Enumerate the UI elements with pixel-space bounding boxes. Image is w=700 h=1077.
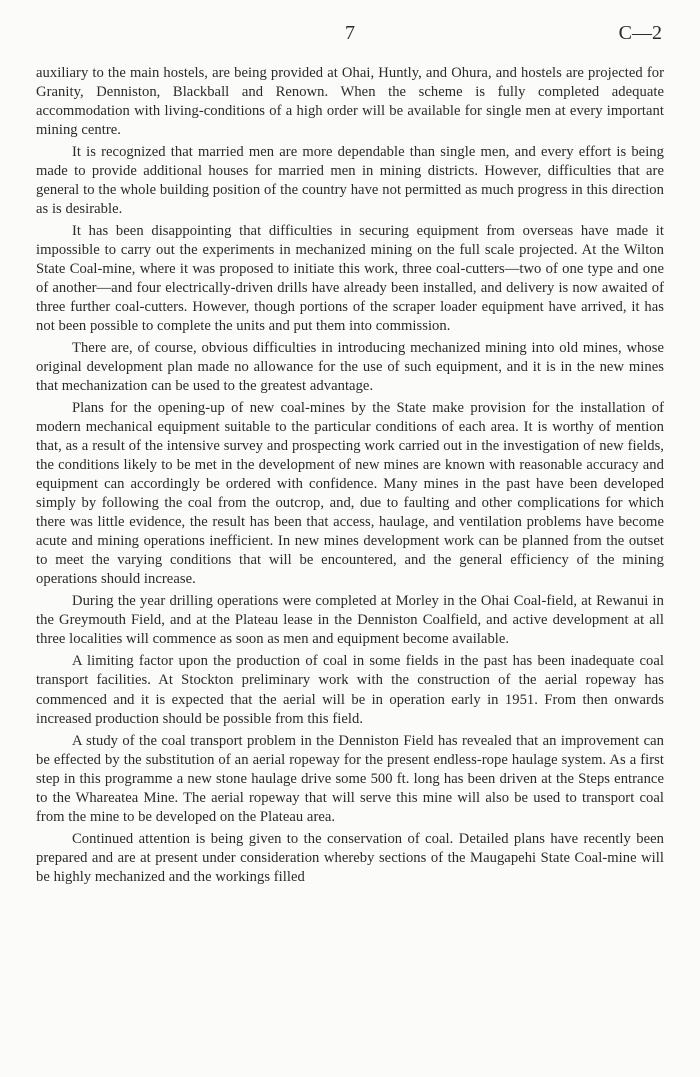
paragraph-new-coal-mines-plans: Plans for the opening-up of new coal-mines by the State make provision for the installation of modern mechanical equipment suitable to the particular conditions of each area. It is worthy of mention that, as a result of the intensive survey and prospecting work carried out in the investigation of new fields, the conditions likely to be met in the development of new mines are known with reasonable accuracy and equipment can accordingly be ordered with confidence. Many mines in the past have been developed simply by following the coal from the outcrop, and, due to faulting and other complications for which there was little evidence, the result has been that access, haulage, and ventilation problems have become acute and mining operations inefficient. In new mines development work can be planned from the outset to meet the varying conditions that will be encountered, and the general efficiency of the mining operations should increase. — [36, 400, 664, 588]
paragraph-hostels: auxiliary to the main hostels, are being provided at Ohai, Huntly, and Ohura, and hostels are projected for Granity, Denniston, Blackball and Renown. When the scheme is fully completed adequate accommodation with living-conditions of a high order will be available for single men at every important mining centre. — [36, 65, 664, 139]
paragraph-mechanized-mining-equipment: It has been disappointing that difficulties in securing equipment from overseas have made it impossible to carry out the experiments in mechanized mining on the full scale projected. At the Wilton State Coal-mine, where it was proposed to initiate this work, three coal-cutters—two of one type and one of another—and four electrically-driven drills have already been installed, and delivery is now awaited of three further coal-cutters. However, though portions of the scraper loader equipment have arrived, it has not been possible to complete the units and put them into commission. — [36, 223, 664, 335]
paragraph-coal-transport-stockton: A limiting factor upon the production of coal in some fields in the past has been inadequate coal transport facilities. At Stockton preliminary work with the construction of the aerial ropeway has commenced and it is expected that the aerial will be in operation early in 1951. From then onwards increased production should be possible from this field. — [36, 653, 664, 727]
section-reference: C—2 — [618, 22, 662, 44]
paragraph-old-mines: There are, of course, obvious difficulties in introducing mechanized mining into old mines, whose original development plan made no allowance for the use of such equipment, and it is in the new mines that mechanization can be used to the greatest advantage. — [36, 340, 664, 395]
page-number: 7 — [345, 22, 355, 44]
paragraph-drilling-operations: During the year drilling operations were completed at Morley in the Ohai Coal-field, at Rewanui in the Greymouth Field, and at the Plateau lease in the Denniston Coalfield, and active development at all three localities will commence as soon as men and equipment become available. — [36, 593, 664, 648]
paragraph-coal-conservation: Continued attention is being given to the conservation of coal. Detailed plans have recently been prepared and are at present under consideration whereby sections of the Maugapehi State Coal-mine will be highly mechanized and the workings filled — [36, 830, 664, 885]
page-header — [0, 22, 700, 46]
paragraph-denniston-transport: A study of the coal transport problem in the Denniston Field has revealed that an improvement can be effected by the substitution of an aerial ropeway for the present endless-rope haulage system. As a first step in this programme a new stone haulage drive some 500 ft. long has been driven at the Steps entrance to the Whareatea Mine. The aerial ropeway that will serve this mine will also be used to transport coal from the mine to be developed on the Plateau area. — [36, 732, 664, 825]
body-text — [36, 64, 664, 890]
paragraph-married-men-housing: It is recognized that married men are more dependable than single men, and every effort is being made to provide additional houses for married men in mining districts. However, difficulties that are general to the whole building position of the country have not permitted as much progress in this direction as is desirable. — [36, 144, 664, 218]
